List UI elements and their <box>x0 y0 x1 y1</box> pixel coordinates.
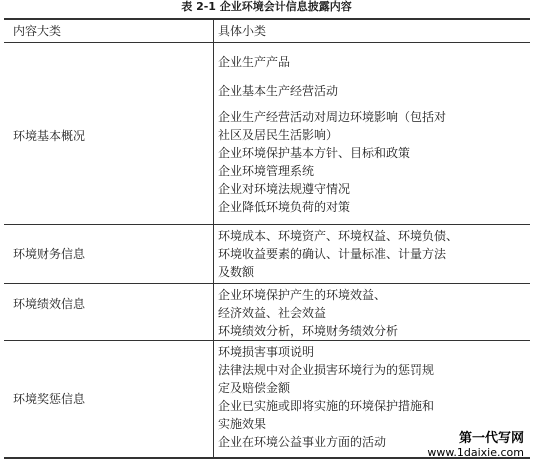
row-details <box>218 108 518 216</box>
top-rule <box>4 18 530 20</box>
detail-line: 企业基本生产经营活动 <box>218 84 339 98</box>
header-col-subcategory <box>218 22 518 40</box>
detail-line: 企业环境管理系统 <box>218 164 315 178</box>
row-divider-3 <box>4 340 530 341</box>
row-details <box>218 53 518 71</box>
detail-line: 企业环境保护产生的环境效益、 <box>218 288 387 302</box>
detail-line: 企业生产经营活动对周边环境影响（包括对 <box>218 110 447 124</box>
header-rule <box>4 42 530 43</box>
detail-line: 企业生产产品 <box>218 55 291 69</box>
detail-line: 环境损害事项说明 <box>218 345 315 359</box>
detail-line: 环境成本、环境资产、环境权益、环境负债、 <box>218 229 459 243</box>
row-category: 环境财务信息 <box>13 247 86 261</box>
detail-line: 企业环境保护基本方针、目标和政策 <box>218 146 411 160</box>
row-divider-1 <box>4 224 530 225</box>
watermark-url: www.1daixie.com <box>427 446 524 459</box>
detail-line: 社区及居民生活影响） <box>218 128 339 142</box>
header-col-category: 内容大类 <box>13 24 62 38</box>
row-category: 环境绩效信息 <box>13 297 86 311</box>
detail-line: 及数额 <box>218 265 255 279</box>
detail-line: 企业对环境法规遵守情况 <box>218 182 351 196</box>
row-divider-2 <box>4 283 530 284</box>
row-details <box>218 227 518 281</box>
detail-line: 实施效果 <box>218 417 267 431</box>
row-category: 环境奖惩信息 <box>13 392 86 406</box>
detail-line: 企业已实施或即将实施的环境保护措施和 <box>218 399 435 413</box>
row-details <box>218 82 518 100</box>
detail-line: 法律法规中对企业损害环境行为的惩罚规 <box>218 363 435 377</box>
detail-line: 定及赔偿金额 <box>218 381 291 395</box>
column-divider <box>213 19 214 458</box>
detail-line: 环境绩效分析，环境财务绩效分析 <box>218 324 399 338</box>
detail-line: 环境收益要素的确认、计量标准、计量方法 <box>218 247 447 261</box>
header-col-subcategory-label: 具体小类 <box>218 24 267 38</box>
detail-line: 企业降低环境负荷的对策 <box>218 200 351 214</box>
row-category: 环境基本概况 <box>13 129 86 143</box>
detail-line: 经济效益、社会效益 <box>218 306 327 320</box>
detail-line: 企业在环境公益事业方面的活动 <box>218 435 387 449</box>
table-caption: 表 2-1 企业环境会计信息披露内容 <box>181 0 352 13</box>
row-details <box>218 286 518 340</box>
watermark <box>427 431 524 459</box>
watermark-name: 第一代写网 <box>458 431 524 446</box>
